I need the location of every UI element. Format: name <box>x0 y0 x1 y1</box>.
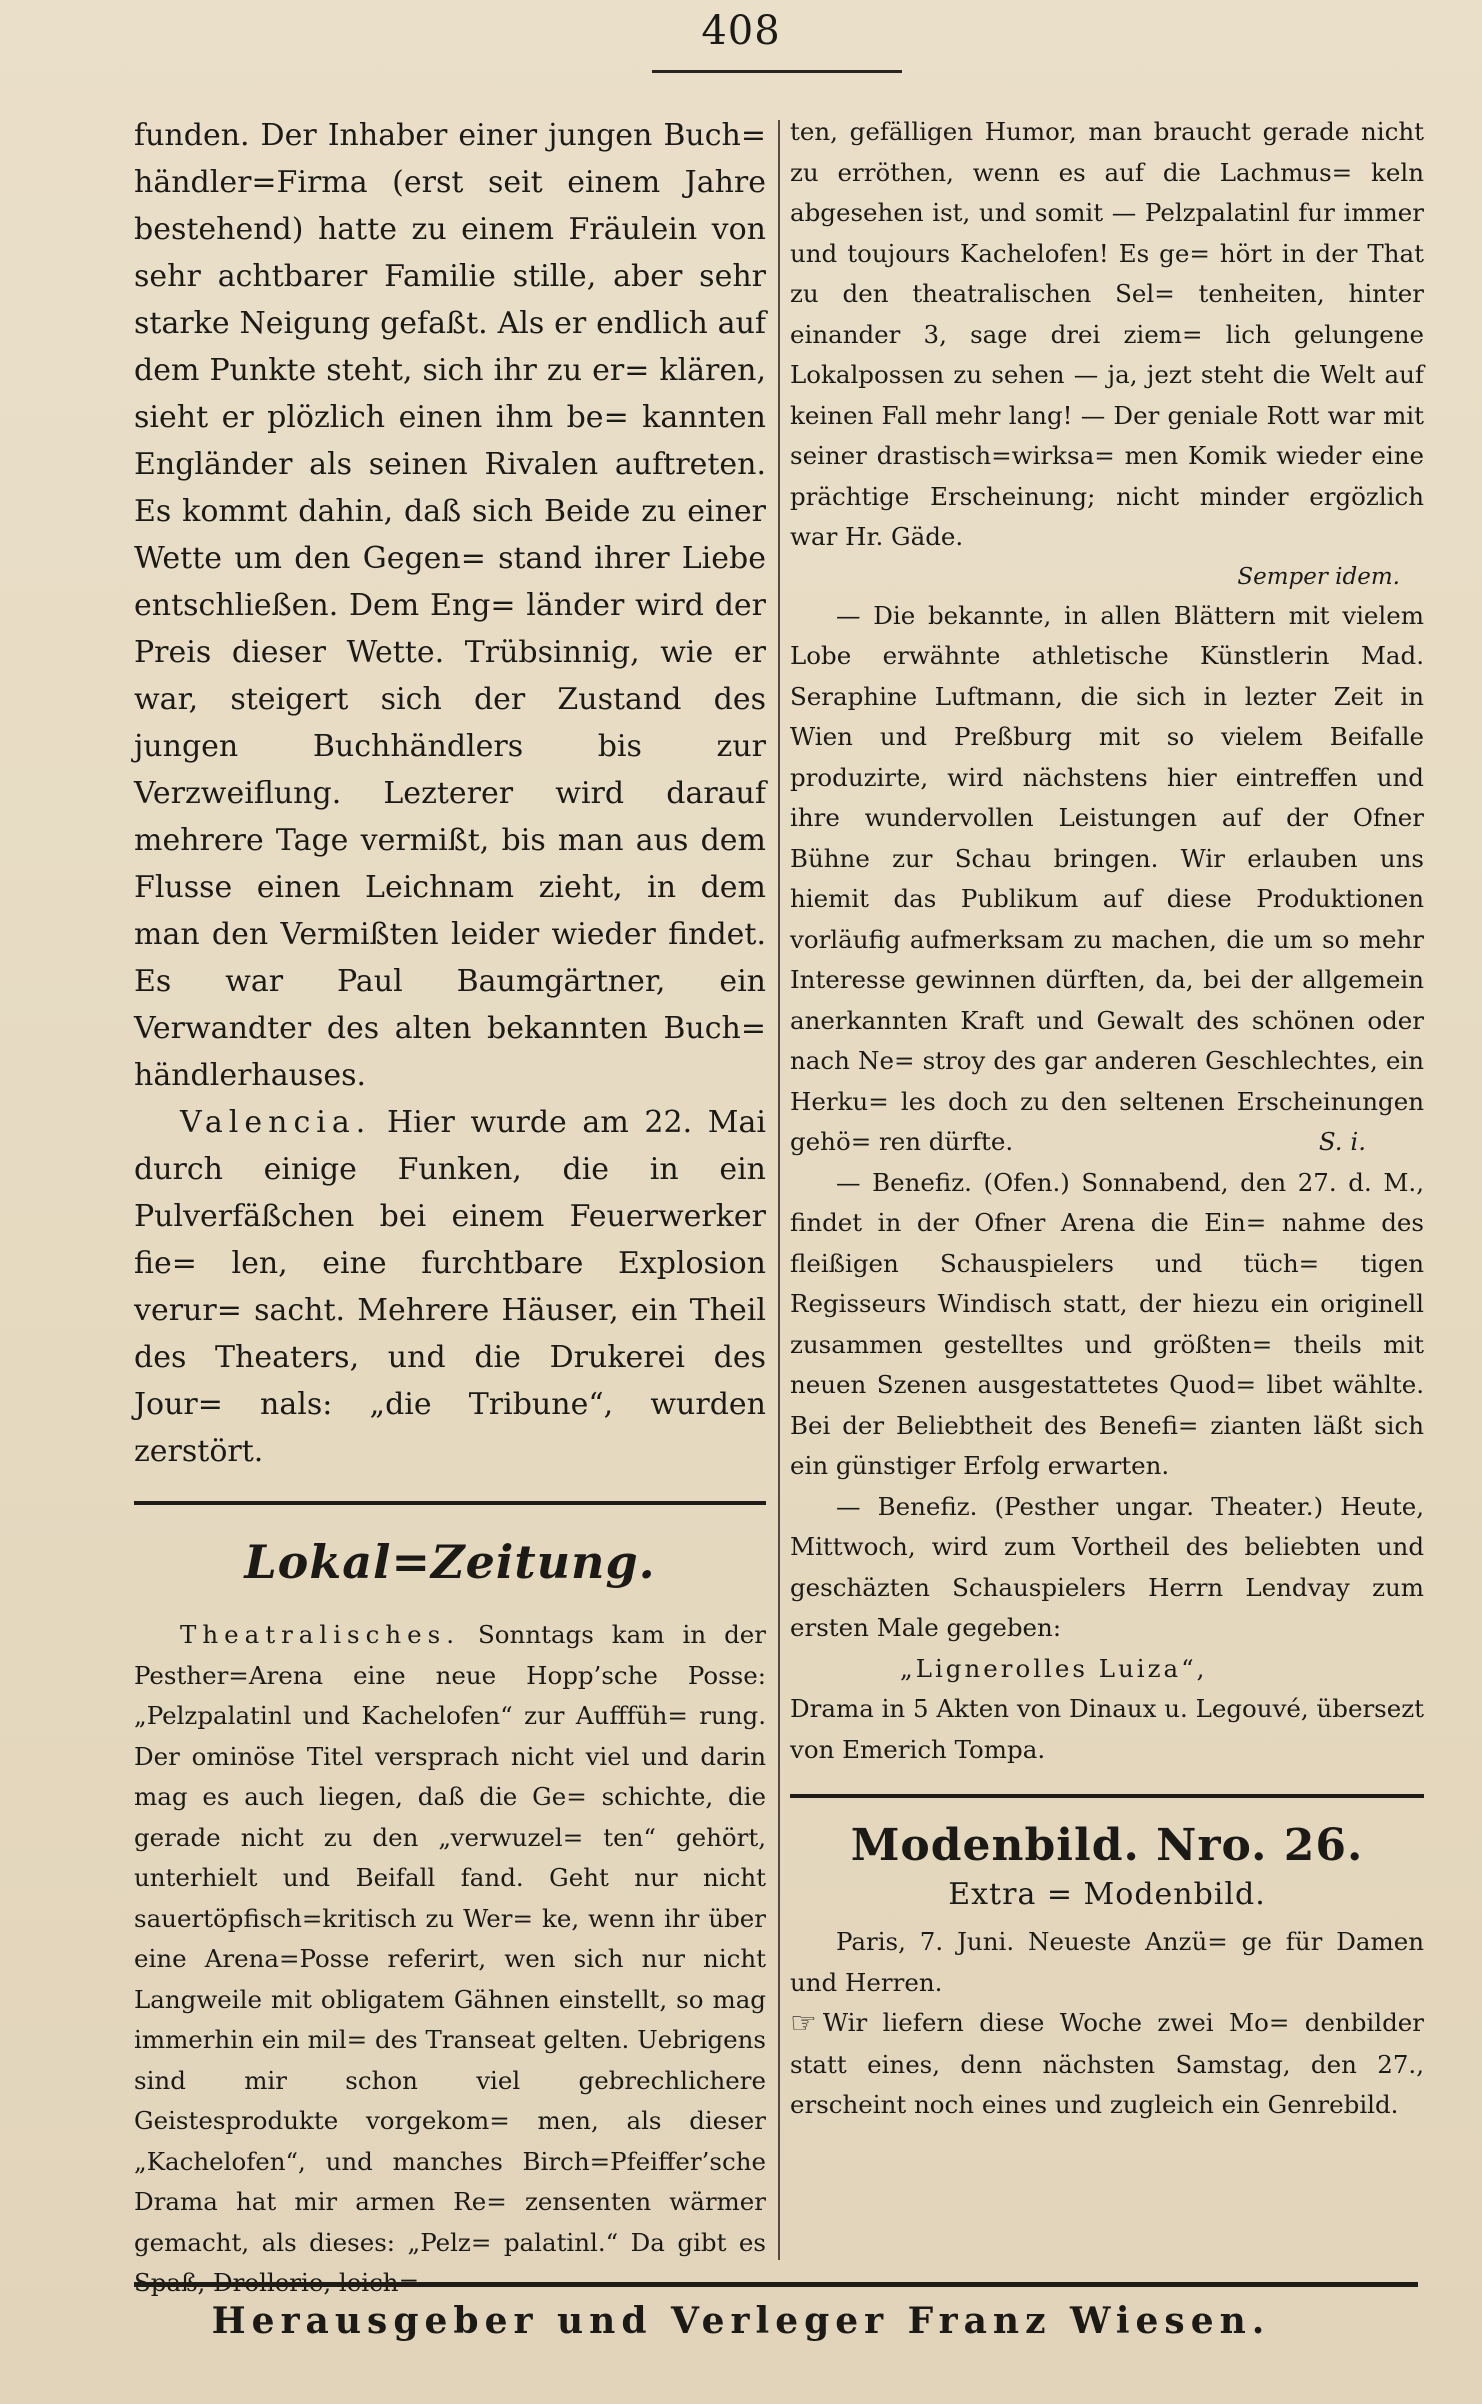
play-title: „Lignerolles Luiza“, <box>900 1653 1208 1683</box>
theatre-review-continuation: ten, gefälligen Humor, man braucht gerade nicht zu erröthen, wenn es auf die Lachmus= keln abgesehen ist, und somit — Pelzpalatinl fur immer und toujours Kachelofen! Es ge= hört in der That zu den theatralischen Sel= tenheiten, hinter einander 3, sage drei ziem= lich gelungene Lokalpossen zu sehen — ja, jezt steht die Welt auf keinen Fall mehr lang! — Der geniale Rott war mit seiner drastisch=wirksa= men Komik wieder eine prächtige Erscheinung; nicht minder ergözlich war Hr. Gäde. <box>790 117 1424 551</box>
valencia-text: Hier wurde am 22. Mai durch einige Funken, die in ein Pulverfäßchen bei einem Feuerwerker fie= len, eine furchtbare Explosion verur= sacht. Mehrere Häuser, ein Theil des Theaters, und die Drukerei des Jour= nals: „die Tribune“, wurden zerstört. <box>134 1105 766 1469</box>
valencia-place: Valencia. <box>180 1105 372 1140</box>
fashion-notice <box>790 2003 1424 2126</box>
theatre-review <box>134 1615 766 2304</box>
paris-fashion-item: Paris, 7. Juni. Neueste Anzü= ge für Damen und Herren. <box>790 1927 1424 1997</box>
column-divider <box>778 120 780 2260</box>
signature-si: S. i. <box>1318 1127 1366 1156</box>
publisher-footer: Herausgeber und Verleger Franz Wiesen. <box>211 2300 1271 2342</box>
left-column <box>134 112 766 2304</box>
theatre-text: Sonntags kam in der Pesther=Arena eine neue Hopp’sche Posse: „Pelzpalatinl und Kachelofen“ zur Aufffüh= rung. Der ominöse Titel versprach nicht viel und darin mag es auch liegen, daß die Ge= schichte, die gerade nicht zu den „verwuzel= ten“ gehört, unterhielt und Beifall fand. Geht nur nicht sauertöpfisch=kritisch zu Wer= ke, wenn ihr über eine Arena=Posse referirt, wen sich nur nicht Langweile mit obligatem Gähnen einstellt, so mag immerhin ein mil= des Transeat gelten. Uebrigens sind mir schon viel gebrechlichere Geistesprodukte vorgekom= men, als dieser „Kachelofen“, und manches Birch=Pfeiffer’sche Drama hat mir armen Re= zensenten wärmer gemacht, als dieses: „Pelz= palatinl.“ Da gibt es <box>134 1620 766 2257</box>
luftmann-article <box>790 596 1424 1163</box>
theatre-heading: Theatralisches. <box>180 1620 460 1649</box>
fashion-notice-text: Wir liefern diese Woche zwei Mo= denbilder statt eines, denn nächsten Samstag, den 27., erscheint noch eines und zugleich ein Genrebild. <box>790 2008 1424 2119</box>
play-details: Drama in 5 Akten von Dinaux u. Legouvé, übersezt von Emerich Tompa. <box>790 1694 1424 1764</box>
valencia-article <box>134 1099 766 1475</box>
benefiz-pesth-article: — Benefiz. (Pesther ungar. Theater.) Heute, Mittwoch, wird zum Vortheil des beliebten und geschäzten Schauspielers Herrn Lendvay zum ersten Male gegeben: <box>790 1491 1424 1642</box>
luftmann-text: — Die bekannte, in allen Blättern mit vielem Lobe erwähnte athletische Künstlerin Mad. Seraphine Luftmann, die sich in lezter Zeit in Wien und Preßburg mit so vielem Beifalle produzirte, wird nächstens hier eintreffen und ihre wundervollen Leistungen auf der Ofner Bühne zur Schau bringen. Wir erlauben uns hiemit das Publikum auf diese Produktionen vorläufig aufmerksam zu machen, die um so mehr Interesse gewinnen dürften, da, bei der allgemein anerkannten Kraft und Gewalt des schönen oder nach Ne= stroy des gar anderen Geschlechtes, ein Herku= les doch zu den seltenen Erscheinungen gehö= ren dürfte. <box>790 600 1424 1156</box>
page-number: 408 <box>701 8 781 54</box>
fashion-plate-title: Modenbild. Nro. 26. <box>850 1820 1364 1871</box>
fashion-divider <box>790 1794 1424 1798</box>
benefiz-ofen-article: — Benefiz. (Ofen.) Sonnabend, den 27. d. M., findet in der Ofner Arena die Ein= nahme des fleißigen Schauspielers und tüch= tigen Regisseurs Windisch statt, der hiezu ein originell zusammen gestelltes und größten= theils mit neuen Szenen ausgestattetes Quod= libet wählte. Bei der Beliebtheit des Benefi= zianten läßt sich ein günstiger Erfolg erwarten. <box>790 1167 1424 1480</box>
signature-semper-idem: Semper idem. <box>1237 563 1400 590</box>
fashion-plate-subtitle: Extra = Modenbild. <box>948 1877 1266 1912</box>
section-divider <box>134 1501 766 1505</box>
pointing-hand-icon: ☞ <box>790 2006 817 2041</box>
article-continuation: funden. Der Inhaber einer jungen Buch= händler=Firma (erst seit einem Jahre bestehend) hatte zu einem Fräulein von sehr achtbarer Familie stille, aber sehr starke Neigung gefaßt. Als er endlich auf dem Punkte steht, sich ihr zu er= klären, sieht er plözlich einen ihm be= kannten Engländer als seinen Rivalen auftreten. Es kommt dahin, daß sich Beide zu einer Wette um den Gegen= stand ihrer Liebe entschließen. Dem Eng= länder wird der Preis dieser Wette. Trübsinnig, wie er war, steigert sich der Zustand des jungen Buchhändlers bis zur Verzweiflung. Lezterer wird darauf mehrere Tage vermißt, bis man aus dem Flusse einen Leichnam zieht, in dem man den Vermißten leider wieder findet. Es war Paul Baumgärtner, ein Verwandter des alten bekannten Buch= händlerhauses. <box>134 118 766 1093</box>
section-title: Lokal=Zeitung. <box>244 1535 656 1589</box>
page-number-rule <box>652 70 902 73</box>
footer-rule <box>134 2282 1418 2287</box>
right-column <box>790 112 1424 2126</box>
